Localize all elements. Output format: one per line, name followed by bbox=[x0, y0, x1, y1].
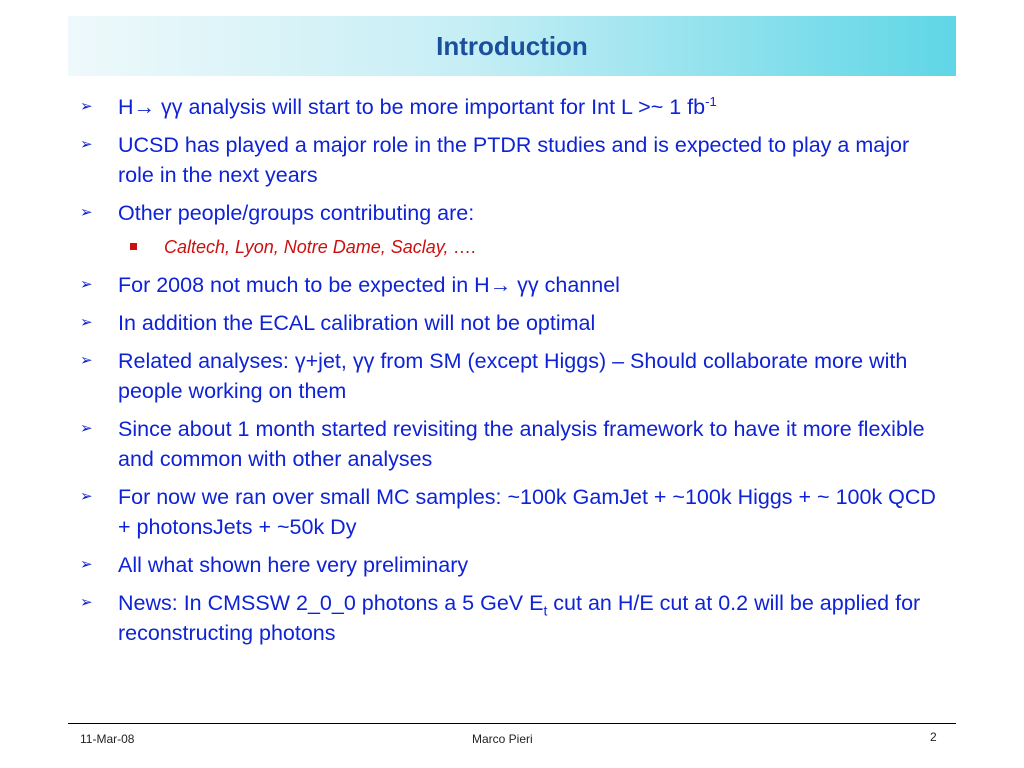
bullet-text: Related analyses: γ+jet, γγ from SM (except Higgs) – Should collaborate more with people working on them bbox=[118, 349, 908, 403]
bullet-text: For 2008 not much to be expected in H→ γγ channel bbox=[118, 273, 620, 297]
bullet-item bbox=[80, 482, 950, 542]
arrow-bullet-icon: ➢ bbox=[80, 276, 93, 293]
bullet-item bbox=[80, 270, 950, 300]
bullet-item bbox=[80, 414, 950, 474]
bullet-item bbox=[80, 550, 950, 580]
bullet-text: UCSD has played a major role in the PTDR studies and is expected to play a major role in the next years bbox=[118, 133, 910, 187]
bullet-text: News: In CMSSW 2_0_0 photons a 5 GeV E bbox=[118, 591, 544, 615]
bullet-text: In addition the ECAL calibration will not be optimal bbox=[118, 311, 596, 335]
bullet-text: Since about 1 month started revisiting the analysis framework to have it more flexible and common with other analyses bbox=[118, 417, 925, 471]
slide-title: Introduction bbox=[436, 30, 588, 61]
footer-divider bbox=[68, 723, 956, 724]
bullet-item bbox=[80, 346, 950, 406]
footer-page-number: 2 bbox=[930, 730, 937, 744]
title-bar bbox=[68, 16, 956, 76]
bullet-item bbox=[80, 130, 950, 190]
bullet-text: Other people/groups contributing are: bbox=[118, 201, 475, 225]
arrow-bullet-icon: ➢ bbox=[80, 352, 93, 369]
arrow-bullet-icon: ➢ bbox=[80, 204, 93, 221]
bullet-item bbox=[80, 92, 950, 122]
subscript: t bbox=[543, 602, 548, 619]
arrow-bullet-icon: ➢ bbox=[80, 556, 93, 573]
bullet-item bbox=[80, 198, 950, 228]
arrow-bullet-icon: ➢ bbox=[80, 314, 93, 331]
arrow-bullet-icon: ➢ bbox=[80, 136, 93, 153]
superscript: -1 bbox=[705, 93, 717, 109]
bullet-text: H→ γγ analysis will start to be more important for Int L >~ 1 fb bbox=[118, 95, 706, 119]
sub-bullet-item bbox=[80, 234, 950, 260]
bullet-text: For now we ran over small MC samples: ~100k GamJet + ~100k Higgs + ~ 100k QCD + photonsJets + ~50k Dy bbox=[118, 485, 936, 539]
bullet-text-continued: cut an H/E cut at 0.2 will be applied for reconstructing photons bbox=[118, 591, 921, 645]
sub-bullet-text: Caltech, Lyon, Notre Dame, Saclay, …. bbox=[164, 237, 477, 257]
footer-author: Marco Pieri bbox=[472, 732, 533, 746]
arrow-bullet-icon: ➢ bbox=[80, 420, 93, 437]
arrow-bullet-icon: ➢ bbox=[80, 594, 93, 611]
arrow-bullet-icon: ➢ bbox=[80, 98, 93, 115]
bullet-list bbox=[80, 92, 950, 656]
bullet-item bbox=[80, 588, 950, 648]
bullet-text: All what shown here very preliminary bbox=[118, 553, 469, 577]
square-bullet-icon bbox=[130, 243, 137, 250]
bullet-item bbox=[80, 308, 950, 338]
arrow-bullet-icon: ➢ bbox=[80, 488, 93, 505]
footer-date: 11-Mar-08 bbox=[80, 732, 135, 746]
